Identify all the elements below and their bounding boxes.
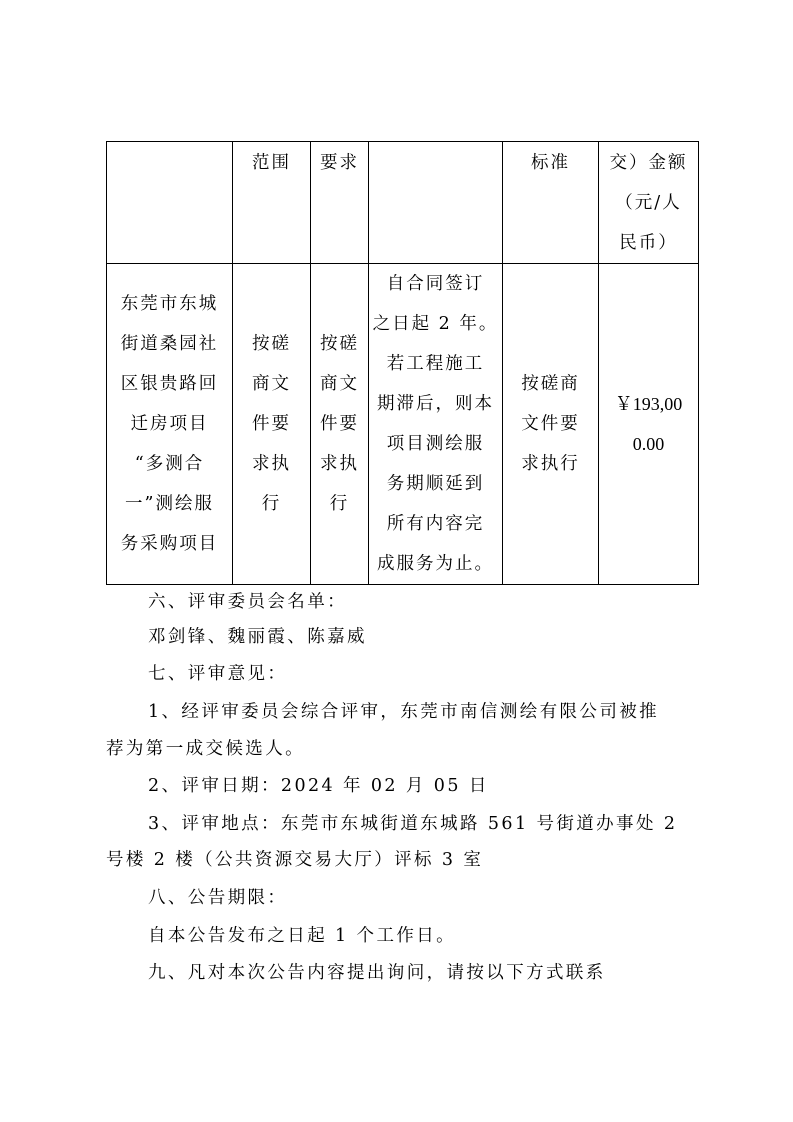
header-standard — [503, 142, 599, 264]
committee-members: 邓剑锋、魏丽霞、陈嘉威 — [148, 627, 367, 647]
section-9-title: 九、凡对本次公告内容提出询问，请按以下方式联系 — [148, 963, 606, 983]
cell-text-line: 若工程施工 — [386, 354, 485, 374]
cell-text-line: “多测合 — [134, 454, 205, 474]
cell-text-line: 行 — [329, 494, 350, 514]
cell-text-line: 务期顺延到 — [386, 474, 485, 494]
cell-standard — [503, 264, 599, 585]
table-row — [107, 264, 699, 585]
cell-text-line: 交）金额 — [609, 153, 688, 173]
cell-text-line: 标准 — [531, 153, 570, 173]
cell-text-line: （元/人 — [615, 193, 682, 213]
cell-text-line: 区银贵路回 — [120, 374, 219, 394]
opinion-item-3-line2: 号楼 2 楼（公共资源交易大厅）评标 3 室 — [106, 850, 484, 870]
cell-text-line: 期滞后，则本 — [377, 394, 494, 414]
cell-text-line: 求执 — [320, 454, 359, 474]
cell-text-line: 按磋 — [252, 334, 291, 354]
cell-text-line: 自合同签订 — [386, 274, 485, 294]
opinion-item-2-date: 2、评审日期：2024 年 02 月 05 日 — [148, 776, 489, 796]
cell-text-line: 0.00 — [632, 434, 665, 454]
cell-text-line: 范围 — [252, 153, 291, 173]
cell-text-line: 行 — [261, 494, 282, 514]
result-table — [106, 141, 699, 585]
cell-text-line: 成服务为止。 — [377, 554, 494, 574]
cell-amount — [599, 264, 699, 585]
cell-text-line: 东莞市东城 — [120, 294, 219, 314]
header-requirement — [311, 142, 369, 264]
cell-text-line: 件要 — [252, 414, 291, 434]
cell-text-line: 之日起 2 年。 — [372, 314, 499, 334]
header-project-name — [107, 142, 233, 264]
header-amount — [599, 142, 699, 264]
cell-text-line: 所有内容完 — [386, 514, 485, 534]
header-period — [369, 142, 503, 264]
table-header-row — [107, 142, 699, 264]
cell-text-line: 商文 — [252, 374, 291, 394]
cell-period — [369, 264, 503, 585]
section-6-title: 六、评审委员会名单： — [148, 592, 347, 612]
cell-text-line: 按磋 — [320, 334, 359, 354]
cell-text-line: ￥193,00 — [614, 394, 683, 414]
cell-text-line: 件要 — [320, 414, 359, 434]
cell-text-line: 文件要 — [521, 414, 580, 434]
cell-text-line: 迁房项目 — [130, 414, 209, 434]
opinion-item-3-line1: 3、评审地点：东莞市东城街道东城路 561 号街道办事处 2 — [148, 814, 678, 834]
cell-requirement — [311, 264, 369, 585]
cell-text-line: 一”测绘服 — [125, 494, 214, 514]
cell-project-name — [107, 264, 233, 585]
notice-period-text: 自本公告发布之日起 1 个工作日。 — [148, 926, 457, 946]
section-7-title: 七、评审意见： — [148, 664, 288, 684]
opinion-item-1-line2: 荐为第一成交候选人。 — [106, 739, 305, 759]
cell-text-line: 求执 — [252, 454, 291, 474]
cell-text-line: 民币） — [619, 233, 678, 253]
cell-text-line: 按磋商 — [521, 374, 580, 394]
cell-text-line: 要求 — [320, 153, 359, 173]
cell-scope — [233, 264, 311, 585]
opinion-item-1-line1: 1、经评审委员会综合评审，东莞市南信测绘有限公司被推 — [148, 702, 660, 722]
section-8-title: 八、公告期限： — [148, 888, 288, 908]
cell-text-line: 商文 — [320, 374, 359, 394]
cell-text-line: 项目测绘服 — [386, 434, 485, 454]
cell-text-line: 务采购项目 — [120, 534, 219, 554]
header-scope — [233, 142, 311, 264]
cell-text-line: 求执行 — [521, 454, 580, 474]
cell-text-line: 街道桑园社 — [120, 334, 219, 354]
